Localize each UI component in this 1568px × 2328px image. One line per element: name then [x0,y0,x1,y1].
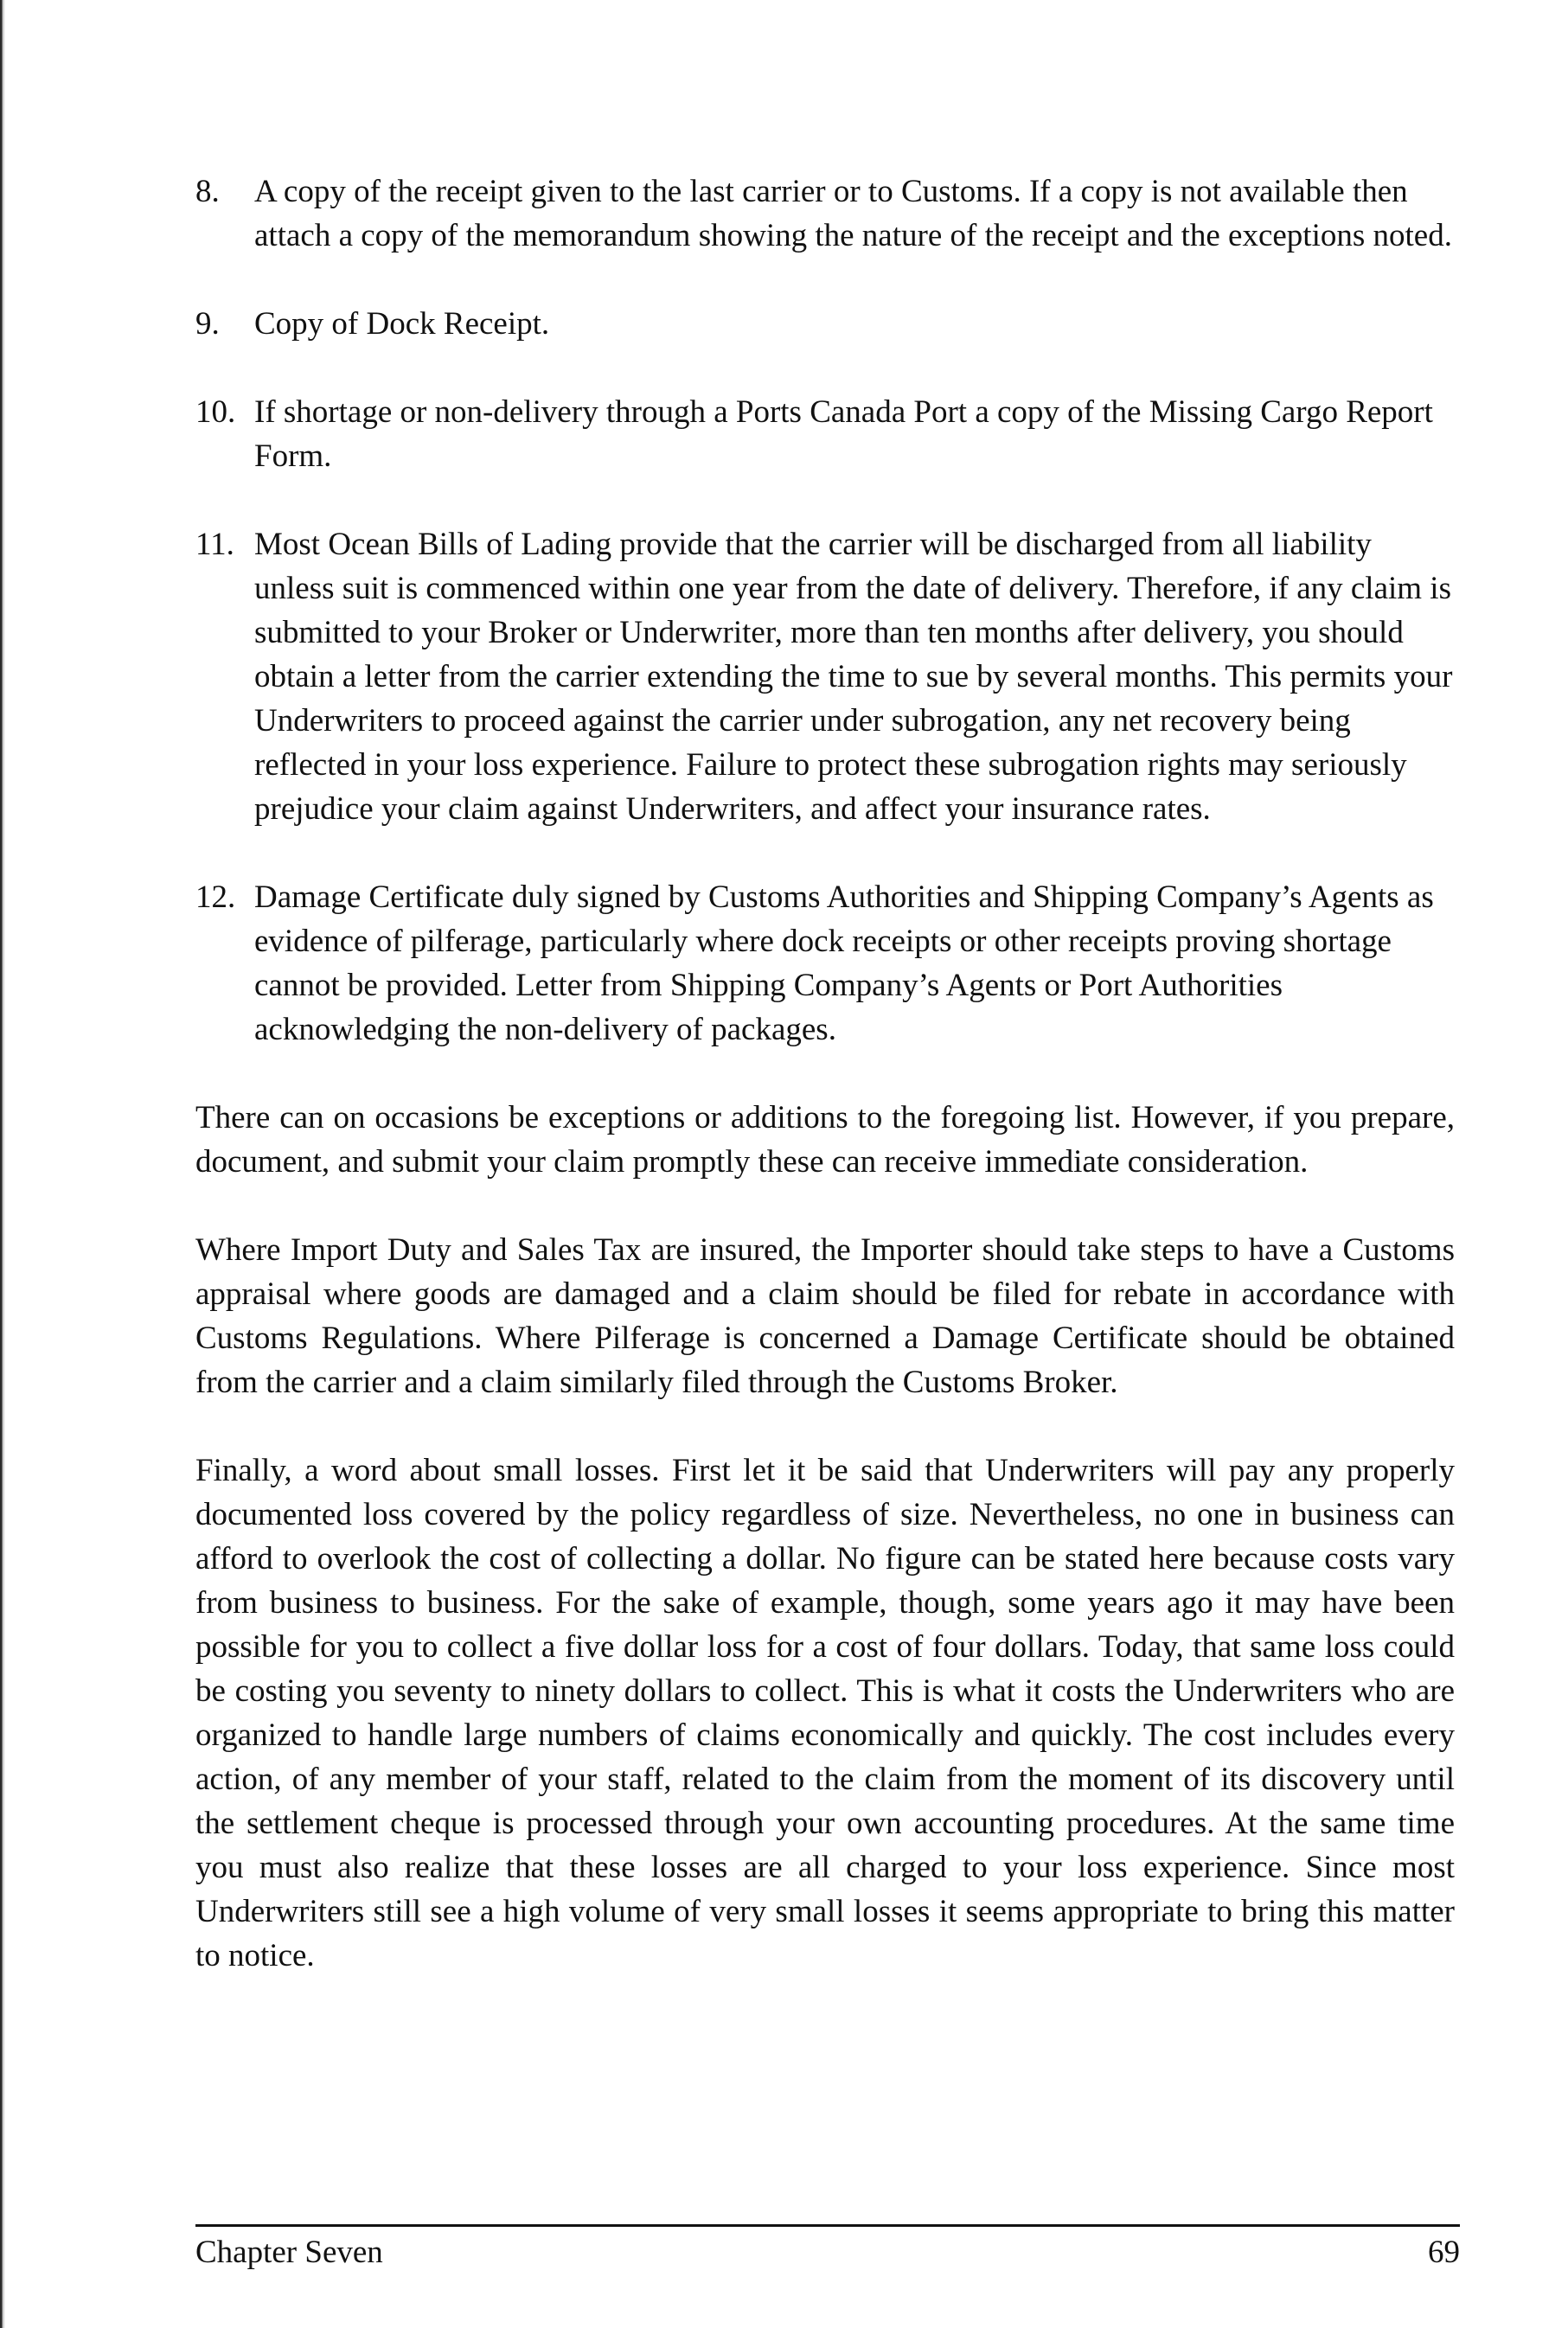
list-item-text: Most Ocean Bills of Lading provide that the carrier will be discharged from all liability unless suit is commenced within one year from the date of delivery. Therefore, if any claim is submitted to your Broker or Underwriter, more than ten months after delivery, you should obtain a letter from the carrier extending the time to sue by several months. This permits your Underwriters to proceed against the carrier under subrogation, any net recovery being reflected in your loss experience. Failure to protect these subrogation rights may seriously prejudice your claim against Underwriters, and affect your insurance rates. [254,527,1453,827]
paragraph-small-losses: Finally, a word about small losses. First let it be said that Underwriters will pay any properly documented loss covered by the policy regardless of size. Nevertheless, no one in business can afford to overlook the cost of collecting a dollar. No figure can be stated here because costs vary from business to business. For the sake of example, though, some years ago it may have been possible for you to collect a five dollar loss for a cost of four dollars. Today, that same loss could be costing you seventy to ninety dollars to collect. This is what it costs the Underwriters who are organized to handle large numbers of claims economically and quickly. The cost includes every action, of any member of your staff, related to the claim from the moment of its discovery until the settlement cheque is processed through your own accounting procedures. At the same time you must also realize that these losses are all charged to your loss experience. Since most Underwriters still see a high volume of very small losses it seems appropriate to bring this matter to notice. [195,1453,1455,1973]
footer-chapter: Chapter Seven [195,2235,383,2270]
claim-documents-list [195,169,1455,1052]
scan-edge [0,0,5,2328]
list-item-text: Copy of Dock Receipt. [254,306,550,342]
list-item-number: 10. [195,394,236,430]
list-item-text: If shortage or non-delivery through a Ports Canada Port a copy of the Missing Cargo Report Form. [254,394,1433,474]
list-item [195,169,1455,258]
page-body [195,169,1455,2022]
page-footer [195,2224,1460,2274]
list-item-text: A copy of the receipt given to the last carrier or to Customs. If a copy is not available then attach a copy of the memorandum showing the nature of the receipt and the exceptions noted. [254,174,1452,253]
footer-page-number: 69 [1428,2235,1460,2270]
paragraph-import-duty: Where Import Duty and Sales Tax are insured, the Importer should take steps to have a Customs appraisal where goods are damaged and a claim should be filed for rebate in accordance with Customs Regulations. Where Pilferage is concerned a Damage Certificate should be obtained from the carrier and a claim similarly filed through the Customs Broker. [195,1232,1455,1400]
list-item-number: 8. [195,174,220,209]
list-item-text: Damage Certificate duly signed by Customs Authorities and Shipping Company’s Agents as evidence of pilferage, particularly where dock receipts or other receipts proving shortage cannot be provided. Letter from Shipping Company’s Agents or Port Authorities acknowledging the non-delivery of packages. [254,879,1434,1047]
list-item-number: 12. [195,879,236,915]
list-item-number: 9. [195,306,220,342]
list-item [195,302,1455,346]
list-item [195,390,1455,478]
list-item-number: 11. [195,527,234,562]
paragraph-exceptions: There can on occasions be exceptions or additions to the foregoing list. However, if you prepare, document, and submit your claim promptly these can receive immediate consideration. [195,1100,1455,1180]
list-item [195,522,1455,831]
list-item [195,875,1455,1052]
